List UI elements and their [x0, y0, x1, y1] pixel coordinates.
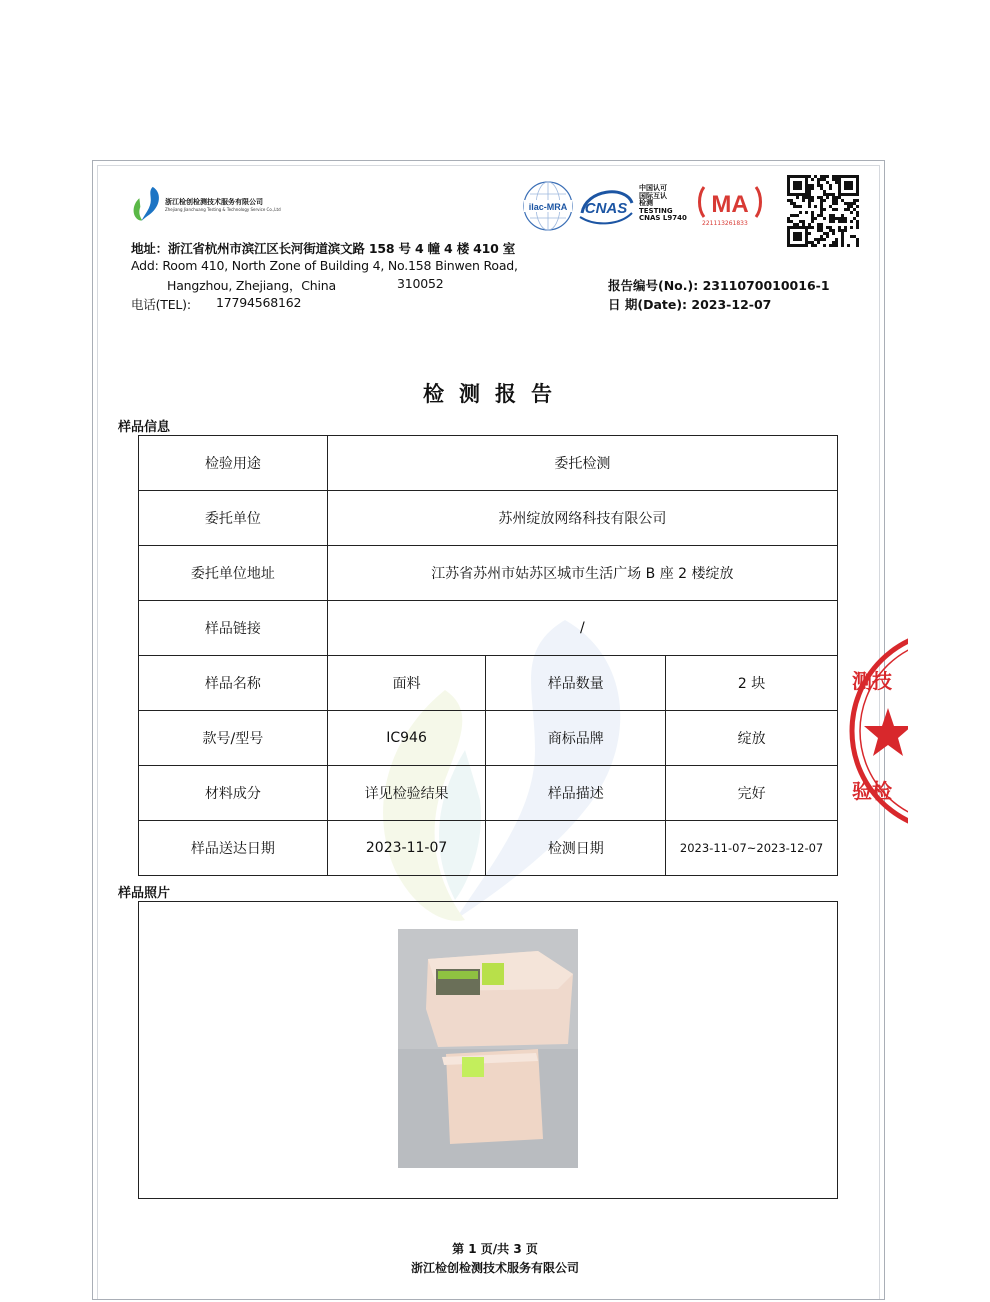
table-row: [139, 766, 838, 821]
cnas-accreditation-text: 中国认可 国际互认 检测 TESTING CNAS L9740: [639, 184, 687, 222]
page-title: 检测报告: [423, 382, 567, 406]
page-number: 第 1 页/共 3 页: [452, 1242, 538, 1256]
tel-label: 电话(TEL):: [131, 297, 191, 312]
table-row: [139, 601, 838, 656]
svg-text:验检: 验检: [852, 779, 892, 803]
ilac-mra-logo-icon: [522, 180, 574, 232]
sample-info-table: [138, 435, 838, 876]
table-row: [139, 821, 838, 876]
row-label: 款号/型号: [139, 711, 328, 766]
row-value: 江苏省苏州市姑苏区城市生活广场 B 座 2 楼绽放: [327, 546, 837, 601]
table-row: [139, 711, 838, 766]
company-logo-icon: [128, 185, 166, 223]
sample-info-label: 样品信息: [118, 420, 171, 435]
row-label: 商标品牌: [486, 711, 666, 766]
company-name-cn-small: 浙江检创检测技术服务有限公司: [165, 198, 263, 206]
row-value: 委托检测: [327, 436, 837, 491]
company-name-en-small: Zhejiang Jianchuang Testing & Technology Service Co.,Ltd: [165, 207, 281, 212]
row-label: 委托单位地址: [139, 546, 328, 601]
row-value: 详见检验结果: [327, 766, 486, 821]
report-number: 报告编号(No.): 2311070010016-1: [608, 278, 830, 293]
sample-photo-label: 样品照片: [118, 886, 171, 901]
cnas-text-mark: CNAS: [584, 200, 628, 217]
row-value: 完好: [666, 766, 838, 821]
table-row: [139, 656, 838, 711]
table-row: [139, 491, 838, 546]
row-label: 检验用途: [139, 436, 328, 491]
ilac-text: ilac-MRA: [528, 202, 568, 212]
row-label: 委托单位: [139, 491, 328, 546]
ma-text: MA: [711, 191, 749, 218]
row-label: 样品数量: [486, 656, 666, 711]
row-value: 苏州绽放网络科技有限公司: [327, 491, 837, 546]
row-label: 样品描述: [486, 766, 666, 821]
svg-text:测技: 测技: [852, 669, 892, 693]
red-seal-stamp: [848, 628, 908, 834]
postcode: 310052: [397, 276, 444, 291]
sample-photo: [398, 929, 578, 1168]
footer-company: 浙江检创检测技术服务有限公司: [410, 1261, 579, 1275]
table-row: [139, 546, 838, 601]
address-en-line1: Add: Room 410, North Zone of Building 4, No.158 Binwen Road,: [131, 258, 518, 273]
cma-number: 221113261833: [702, 220, 748, 227]
report-date: 日 期(Date): 2023-12-07: [608, 297, 772, 312]
address-cn: 地址：浙江省杭州市滨江区长河街道滨文路 158 号 4 幢 4 楼 410 室: [131, 241, 516, 256]
row-value: IC946: [327, 711, 486, 766]
row-label: 样品送达日期: [139, 821, 328, 876]
table-row: [139, 436, 838, 491]
row-value: /: [327, 601, 837, 656]
row-label: 检测日期: [486, 821, 666, 876]
row-label: 材料成分: [139, 766, 328, 821]
row-label: 样品名称: [139, 656, 328, 711]
row-value: 2023-11-07: [327, 821, 486, 876]
row-value: 2023-11-07~2023-12-07: [666, 821, 838, 876]
tel-value: 17794568162: [216, 295, 302, 310]
cnas-logo-icon: [576, 183, 636, 229]
row-value: 面料: [327, 656, 486, 711]
qr-code-icon: [787, 175, 859, 247]
row-value: 2 块: [666, 656, 838, 711]
address-en-line2: Hangzhou, Zhejiang，China: [167, 278, 336, 293]
row-value: 绽放: [666, 711, 838, 766]
row-label: 样品链接: [139, 601, 328, 656]
